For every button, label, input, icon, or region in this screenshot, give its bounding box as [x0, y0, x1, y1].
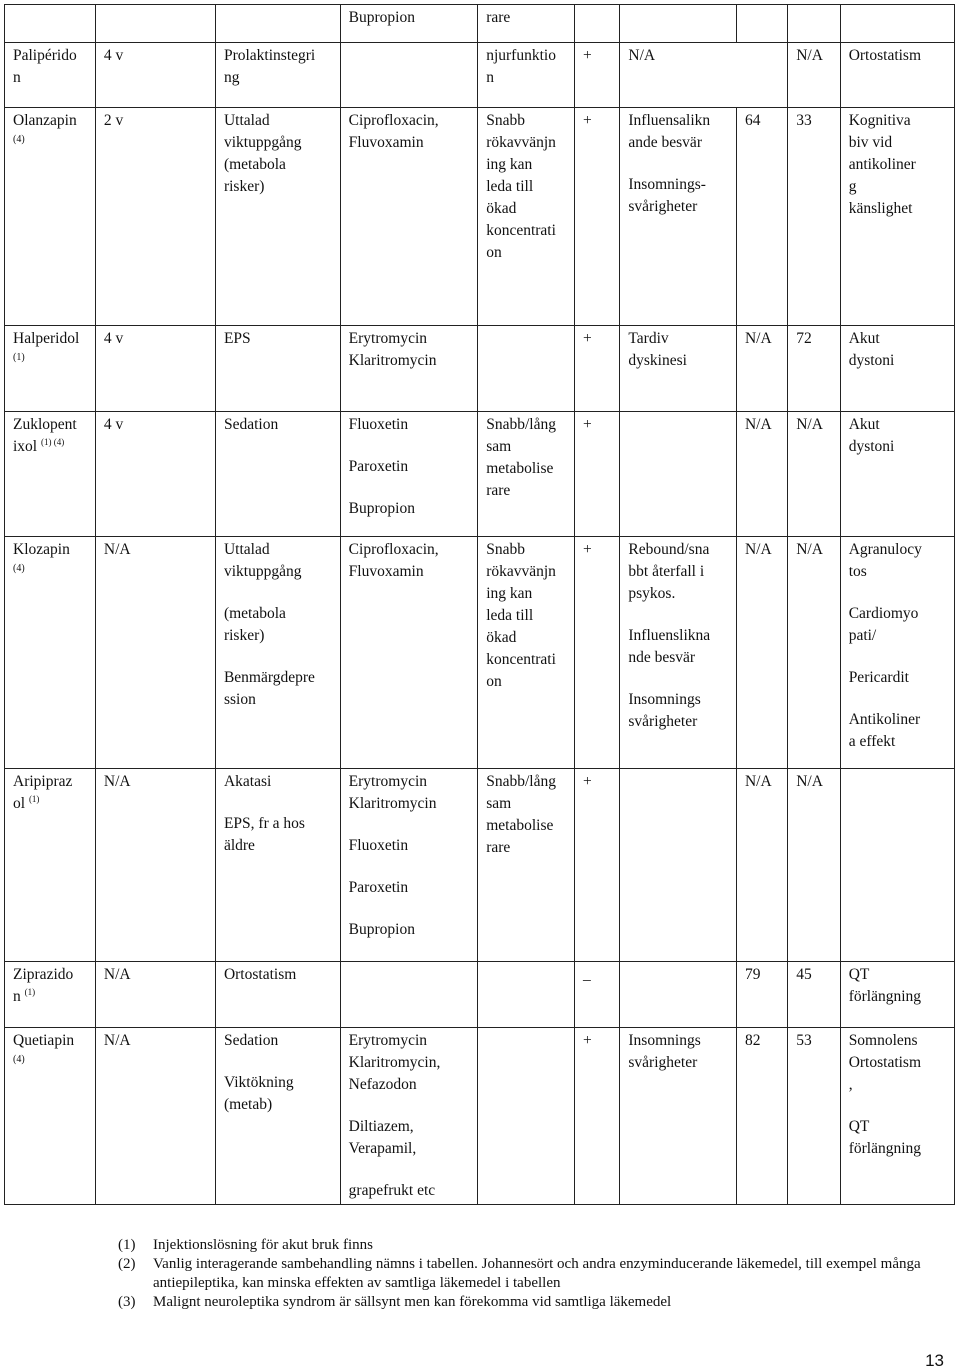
drug-name-cell [5, 108, 96, 326]
cell-line: ing kan [486, 156, 533, 173]
table-cell [340, 326, 478, 412]
table-cell [215, 1028, 340, 1205]
cell-line: 79 [744, 966, 761, 983]
cell-line: 33 [796, 112, 812, 129]
drug-name-cell [5, 412, 96, 537]
footnote-ref: (1) [24, 987, 36, 997]
cell-line: Benmärgdepre [223, 669, 315, 686]
table-cell [788, 537, 840, 769]
drug-name: Olanzapin [13, 112, 77, 129]
cell-line: svårigheter [628, 1054, 698, 1071]
cell-line: Snabb/lång [486, 773, 556, 790]
table-cell [95, 769, 215, 962]
drug-name: Klozapin [13, 541, 70, 558]
cell-line: förlängning [848, 988, 922, 1005]
cell-line: N/A [628, 47, 656, 64]
footnote-ref: (1) [13, 352, 25, 363]
cell-line: Snabb/lång [486, 416, 556, 433]
cell-line: ökad [486, 200, 517, 217]
footnote-ref: (4) [13, 563, 25, 574]
table-cell [574, 769, 619, 962]
table-cell [340, 412, 478, 537]
table-cell [574, 1028, 619, 1205]
cell-line: Pericardit [848, 669, 909, 686]
table-cell [620, 537, 737, 769]
table-cell [840, 412, 954, 537]
table-cell [620, 5, 737, 43]
table-cell [478, 537, 575, 769]
cell-line: Insomnings [628, 1032, 701, 1049]
cell-line: QT [848, 966, 870, 983]
cell-line: nde besvär [628, 649, 696, 666]
table-cell [478, 5, 575, 43]
cell-line: + [582, 1032, 592, 1049]
drug-table [4, 4, 955, 1205]
table-row-bupropion-tail [5, 5, 955, 43]
drug-name: ixol [13, 438, 38, 455]
drug-name-cell [5, 43, 96, 108]
cell-line: QT [848, 1118, 870, 1135]
footnote-ref: (1) [28, 794, 40, 804]
drug-name: n [13, 69, 21, 86]
footnote-text: Malignt neuroleptika syndrom är sällsynt men kan förekomma vid samtliga läkemedel [153, 1294, 672, 1310]
table-cell [840, 769, 954, 962]
table-cell [95, 537, 215, 769]
cell-line: pati/ [848, 627, 877, 644]
table-row-zuklopentixol [5, 412, 955, 537]
footnote-number: (1) [118, 1237, 136, 1253]
footnote-number: (3) [118, 1294, 136, 1310]
cell-line: N/A [103, 541, 131, 558]
table-cell [95, 412, 215, 537]
cell-line: Paroxetin [348, 458, 409, 475]
cell-line: grapefrukt etc [348, 1182, 436, 1199]
drug-name: Zuklopent [13, 416, 77, 433]
cell-line: svårigheter [628, 198, 698, 215]
cell-line: Antikoliner [848, 711, 921, 728]
table-cell [478, 108, 575, 326]
cell-line: Insomnings- [628, 176, 706, 193]
cell-line: n [486, 69, 494, 86]
cell-line: Bupropion [348, 921, 415, 938]
footnote-ref: (4) [13, 134, 25, 145]
table-cell [620, 1028, 737, 1205]
cell-line: N/A [796, 773, 823, 790]
footnote-ref: (4) [13, 1054, 25, 1065]
table-cell [215, 412, 340, 537]
table-cell [788, 5, 840, 43]
table-cell [95, 43, 215, 108]
table-cell [574, 537, 619, 769]
cell-line: Ortostatism [848, 1054, 922, 1071]
table-cell [788, 43, 840, 108]
table-body [5, 5, 955, 1205]
cell-line: psykos. [628, 585, 676, 602]
cell-line: Cardiomyo [848, 605, 919, 622]
cell-line: (metab) [223, 1096, 273, 1113]
table-row-haloperidol [5, 326, 955, 412]
cell-line: Bupropion [348, 9, 415, 26]
cell-line: Fluoxetin [348, 416, 409, 433]
table-cell [574, 5, 619, 43]
cell-line: leda till [486, 607, 534, 624]
cell-line: Erytromycin [348, 1032, 428, 1049]
cell-line: rare [486, 839, 511, 856]
cell-line: ing kan [486, 585, 533, 602]
table-cell [736, 5, 787, 43]
cell-line: Erytromycin [348, 330, 428, 347]
table-cell [340, 108, 478, 326]
cell-line: Snabb [486, 112, 525, 129]
table-cell [788, 108, 840, 326]
drug-name: Ziprazido [13, 966, 74, 983]
cell-line: rökavvänjn [486, 134, 556, 151]
cell-line: Diltiazem, [348, 1118, 414, 1135]
cell-line: Sedation [223, 416, 279, 433]
cell-line: Influenslikna [628, 627, 711, 644]
footnote-text: Vanlig interagerande sambehandling nämns i tabellen. Johannesört och andra enzyminducerande läkemedel, till exempel många antiepileptika, kan minska effekten av samtliga läkemedel i tabellen [153, 1256, 921, 1291]
cell-line: Erytromycin [348, 773, 428, 790]
cell-line: viktuppgång [223, 563, 302, 580]
table-cell [574, 412, 619, 537]
cell-line: _ [582, 966, 591, 983]
cell-line: Uttalad [223, 112, 270, 129]
cell-line: N/A [744, 330, 772, 347]
cell-line: biv vid [848, 134, 893, 151]
cell-line: Insomnings [628, 691, 701, 708]
table-cell [478, 326, 575, 412]
table-cell [215, 962, 340, 1028]
cell-line: rare [486, 9, 511, 26]
cell-line: 2 v [103, 112, 124, 129]
cell-line: Prolaktinstegri [223, 47, 316, 64]
table-row-aripiprazol [5, 769, 955, 962]
cell-line: känslighet [848, 200, 913, 217]
table-cell [95, 962, 215, 1028]
cell-line: 72 [796, 330, 812, 347]
cell-line: Sedation [223, 1032, 279, 1049]
drug-name-cell [5, 769, 96, 962]
table-cell [620, 43, 788, 108]
cell-line: N/A [103, 1032, 131, 1049]
table-cell [574, 962, 619, 1028]
drug-name-cell [5, 537, 96, 769]
cell-line: dystoni [848, 352, 895, 369]
table-cell [788, 962, 840, 1028]
cell-line: leda till [486, 178, 534, 195]
table-cell [736, 769, 787, 962]
cell-line: Agranulocy [848, 541, 922, 558]
cell-line: + [582, 541, 592, 558]
cell-line: ng [223, 69, 240, 86]
table-cell [478, 412, 575, 537]
cell-line: Tardiv [628, 330, 669, 347]
cell-line: Ciprofloxacin, [348, 541, 439, 558]
cell-line: N/A [796, 47, 823, 64]
cell-line: Klaritromycin, [348, 1054, 441, 1071]
cell-line: 64 [744, 112, 761, 129]
table-cell [788, 769, 840, 962]
table-cell [478, 1028, 575, 1205]
table-cell [620, 108, 737, 326]
table-cell [736, 537, 787, 769]
drug-name: Aripipraz [13, 773, 73, 790]
cell-line: + [582, 773, 592, 790]
table-cell [840, 43, 954, 108]
cell-line: Ortostatism [223, 966, 297, 983]
table-cell [340, 537, 478, 769]
cell-line: EPS [223, 330, 251, 347]
cell-line: risker) [223, 178, 265, 195]
cell-line: Klaritromycin [348, 352, 437, 369]
table-cell [788, 1028, 840, 1205]
cell-line: Ciprofloxacin, [348, 112, 439, 129]
cell-line: ökad [486, 629, 517, 646]
table-row-ziprazidon [5, 962, 955, 1028]
drug-name: n [13, 988, 21, 1005]
cell-line: Rebound/sna [628, 541, 710, 558]
table-row-klozapin [5, 537, 955, 769]
cell-line: on [486, 673, 502, 690]
table-cell [95, 108, 215, 326]
table-cell [736, 108, 787, 326]
cell-line: N/A [796, 416, 823, 433]
cell-line: sam [486, 438, 512, 455]
cell-line: ssion [223, 691, 256, 708]
cell-line: g [848, 178, 857, 195]
cell-line: + [582, 112, 592, 129]
table-cell [840, 5, 954, 43]
cell-line: a effekt [848, 733, 896, 750]
cell-line: dystoni [848, 438, 895, 455]
cell-line: koncentrati [486, 222, 556, 239]
drug-name: Quetiapin [13, 1032, 75, 1049]
cell-line: Fluvoxamin [348, 134, 424, 151]
table-cell [5, 5, 96, 43]
cell-line: metabolise [486, 460, 554, 477]
cell-line: Kognitiva [848, 112, 911, 129]
cell-line: Snabb [486, 541, 525, 558]
cell-line: 4 v [103, 330, 124, 347]
footnote-ref: (1) (4) [41, 437, 65, 447]
table-cell [840, 108, 954, 326]
table-cell [215, 537, 340, 769]
page-number: 13 [925, 1351, 944, 1370]
cell-line: bbt återfall i [628, 563, 705, 580]
cell-line: N/A [103, 966, 131, 983]
table-cell [574, 108, 619, 326]
cell-line: , [848, 1076, 853, 1093]
cell-line: N/A [103, 773, 131, 790]
table-cell [215, 326, 340, 412]
drug-name: Halperidol [13, 330, 80, 347]
footnote-number: (2) [118, 1256, 136, 1272]
cell-line: Fluvoxamin [348, 563, 424, 580]
table-cell [788, 412, 840, 537]
table-cell [215, 769, 340, 962]
table-cell [574, 43, 619, 108]
cell-line: EPS, fr a hos [223, 815, 305, 832]
table-cell [340, 5, 478, 43]
table-cell [340, 962, 478, 1028]
cell-line: (metabola [223, 605, 286, 622]
cell-line: förlängning [848, 1140, 922, 1157]
table-cell [95, 5, 215, 43]
cell-line: Akut [848, 416, 880, 433]
table-cell [215, 43, 340, 108]
cell-line: rökavvänjn [486, 563, 556, 580]
cell-line: (metabola [223, 156, 286, 173]
table-cell [840, 537, 954, 769]
cell-line: sam [486, 795, 512, 812]
table-cell [840, 1028, 954, 1205]
drug-name: ol [13, 795, 26, 812]
cell-line: viktuppgång [223, 134, 302, 151]
cell-line: + [582, 330, 592, 347]
table-cell [340, 769, 478, 962]
table-cell [620, 769, 737, 962]
cell-line: + [582, 416, 592, 433]
cell-line: 4 v [103, 47, 124, 64]
table-cell [736, 412, 787, 537]
cell-line: Paroxetin [348, 879, 409, 896]
cell-line: Akut [848, 330, 880, 347]
cell-line: äldre [223, 837, 255, 854]
cell-line: 82 [744, 1032, 761, 1049]
cell-line: antikoliner [848, 156, 916, 173]
table-cell [215, 108, 340, 326]
cell-line: Bupropion [348, 500, 415, 517]
cell-line: N/A [744, 541, 772, 558]
table-row-paliperidon [5, 43, 955, 108]
cell-line: koncentrati [486, 651, 556, 668]
cell-line: dyskinesi [628, 352, 687, 369]
cell-line: Akatasi [223, 773, 272, 790]
cell-line: svårigheter [628, 713, 698, 730]
table-cell [340, 43, 478, 108]
cell-line: Fluoxetin [348, 837, 409, 854]
footnote-1 [118, 1236, 948, 1255]
table-cell [620, 412, 737, 537]
table-cell [340, 1028, 478, 1205]
table-cell [95, 326, 215, 412]
drug-name-cell [5, 962, 96, 1028]
cell-line: 53 [796, 1032, 812, 1049]
table-row-quetiapin [5, 1028, 955, 1205]
cell-line: Viktökning [223, 1074, 294, 1091]
drug-name-cell [5, 1028, 96, 1205]
cell-line: 4 v [103, 416, 124, 433]
table-cell [574, 326, 619, 412]
table-cell [478, 769, 575, 962]
cell-line: metabolise [486, 817, 554, 834]
cell-line: ande besvär [628, 134, 702, 151]
table-cell [736, 326, 787, 412]
cell-line: Verapamil, [348, 1140, 417, 1157]
table-row-olanzapin [5, 108, 955, 326]
cell-line: on [486, 244, 502, 261]
cell-line: rare [486, 482, 511, 499]
table-cell [620, 326, 737, 412]
table-cell [840, 326, 954, 412]
cell-line: Influensalikn [628, 112, 711, 129]
table-cell [736, 962, 787, 1028]
table-cell [95, 1028, 215, 1205]
cell-line: N/A [796, 541, 823, 558]
table-cell [620, 962, 737, 1028]
cell-line: Ortostatism [848, 47, 922, 64]
cell-line: njurfunktio [486, 47, 556, 64]
cell-line: Somnolens [848, 1032, 918, 1049]
footnote-2 [118, 1255, 948, 1293]
table-cell [478, 962, 575, 1028]
cell-line: + [582, 47, 592, 64]
cell-line: tos [848, 563, 867, 580]
table-cell [215, 5, 340, 43]
cell-line: Nefazodon [348, 1076, 417, 1093]
footnote-text: Injektionslösning för akut bruk finns [153, 1237, 373, 1253]
cell-line: Klaritromycin [348, 795, 437, 812]
table-cell [840, 962, 954, 1028]
table-cell [736, 1028, 787, 1205]
table-cell [478, 43, 575, 108]
table-cell [788, 326, 840, 412]
cell-line: risker) [223, 627, 265, 644]
drug-name: Palipérido [13, 47, 77, 64]
cell-line: Uttalad [223, 541, 270, 558]
drug-name-cell [5, 326, 96, 412]
footnotes [118, 1236, 948, 1312]
cell-line: 45 [796, 966, 812, 983]
footnote-3 [118, 1293, 948, 1312]
cell-line: N/A [744, 416, 772, 433]
cell-line: N/A [744, 773, 772, 790]
